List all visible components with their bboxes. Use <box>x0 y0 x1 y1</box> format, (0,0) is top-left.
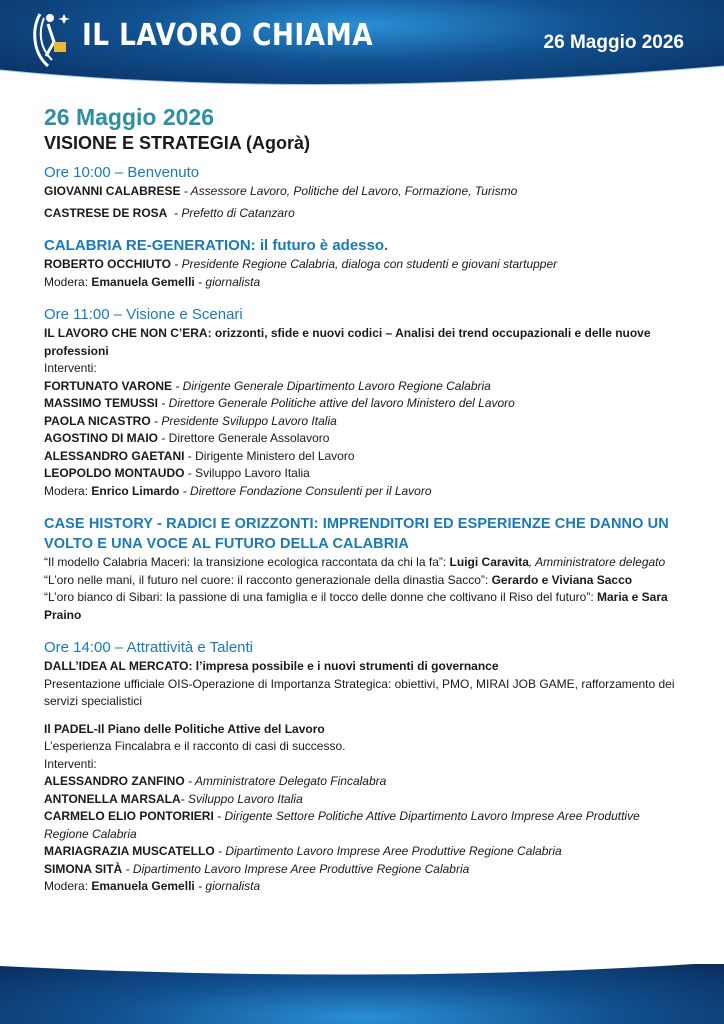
speaker-line <box>44 205 684 223</box>
padel-description: L’esperienza Fincalabra e il racconto di casi di successo. <box>44 739 346 753</box>
speaker-name: MARIAGRAZIA MUSCATELLO <box>44 844 215 858</box>
case-line <box>44 589 684 624</box>
speaker-name: AGOSTINO DI MAIO <box>44 431 158 445</box>
speaker-name: CASTRESE DE ROSA <box>44 205 168 220</box>
program-content <box>44 104 684 896</box>
moderator-name: Enrico Limardo <box>91 483 180 498</box>
topic-title: DALL’IDEA AL MERCATO: l’impresa possibile e i nuovi strumenti di governance <box>44 659 499 673</box>
section-attrattivita <box>44 638 684 896</box>
speaker-name: LEOPOLDO MONTAUDO <box>44 466 185 480</box>
interventi-label: Interventi: <box>44 361 97 375</box>
section-heading: Ore 11:00 – Visione e Scenari <box>44 306 243 323</box>
speaker-line <box>44 430 684 448</box>
moderator-label: Modera: <box>44 483 92 498</box>
speaker-line <box>44 465 684 483</box>
speaker-name: ALESSANDRO ZANFINO <box>44 774 185 788</box>
speaker-line <box>44 448 684 466</box>
speaker-line <box>44 808 684 843</box>
speaker-name: ROBERTO OCCHIUTO <box>44 257 171 271</box>
speaker-name: ALESSANDRO GAETANI <box>44 448 185 463</box>
case-quote: “L’oro nelle mani, il futuro nel cuore: il racconto generazionale della dinastia Sacco”: <box>44 572 492 587</box>
speaker-role: - Dirigente Generale Dipartimento Lavoro Regione Calabria <box>172 378 491 393</box>
speaker-name: SIMONA SITÀ <box>44 861 123 876</box>
speaker-role: - Amministratore Delegato Fincalabra <box>184 774 387 788</box>
case-line <box>44 572 684 590</box>
moderator-line <box>44 878 684 896</box>
speaker-line <box>44 256 684 274</box>
header-date: 26 Maggio 2026 <box>543 32 684 53</box>
speaker-role: - Prefetto di Catanzaro <box>167 205 295 220</box>
speaker-role: - Sviluppo Lavoro Italia <box>180 791 303 806</box>
speaker-role: - Direttore Generale Assolavoro <box>158 431 330 445</box>
header-wave <box>0 62 724 92</box>
speaker-name: PAOLA NICASTRO <box>44 413 151 428</box>
speaker-name: MASSIMO TEMUSSI <box>44 396 159 410</box>
brand-title: IL LAVORO CHIAMA <box>82 18 374 53</box>
page-date: 26 Maggio 2026 <box>44 104 215 130</box>
footer-wave <box>0 948 724 978</box>
case-role: , Amministratore delegato <box>528 555 666 569</box>
speaker-role: - Assessore Lavoro, Politiche del Lavoro, Formazione, Turismo <box>180 184 518 198</box>
speaker-name: ANTONELLA MARSALA <box>44 791 181 806</box>
moderator-label: Modera: <box>44 879 92 893</box>
moderator-line <box>44 483 684 501</box>
moderator-label: Modera: <box>44 274 92 289</box>
speaker-line <box>44 773 684 791</box>
speaker-line <box>44 378 684 396</box>
speaker-role: - Dipartimento Lavoro Imprese Aree Produttive Regione Calabria <box>214 844 562 858</box>
speaker-role: - Dirigente Settore Politiche Attive Dipartimento Lavoro Imprese Aree Produttive Regione Calabria <box>44 809 640 841</box>
section-heading: CASE HISTORY - RADICI E ORIZZONTI: IMPRENDITORI ED ESPERIENZE CHE DANNO UN VOLTO E UNA VOCE AL FUTURO DELLA CALABRIA <box>44 516 669 552</box>
speaker-line <box>44 861 684 879</box>
case-name: Luigi Caravita <box>449 555 529 569</box>
speaker-role: - Presidente Regione Calabria, dialoga con studenti e giovani startupper <box>170 257 558 271</box>
speaker-line <box>44 843 684 861</box>
section-heading: Ore 14:00 – Attrattività e Talenti <box>44 639 254 656</box>
speaker-role: - Presidente Sviluppo Lavoro Italia <box>150 413 337 428</box>
case-quote: “Il modello Calabria Maceri: la transizione ecologica raccontata da chi la fa”: <box>44 555 450 569</box>
moderator-name: Emanuela Gemelli <box>91 879 195 893</box>
speaker-role: - Dipartimento Lavoro Imprese Aree Produttive Regione Calabria <box>122 861 470 876</box>
case-line <box>44 554 684 572</box>
case-name: Gerardo e Viviana Sacco <box>491 572 633 587</box>
moderator-role: - Direttore Fondazione Consulenti per il Lavoro <box>179 483 432 498</box>
section-benvenuto <box>44 163 684 222</box>
section-heading: Ore 10:00 – Benvenuto <box>44 164 200 181</box>
moderator-role: - giornalista <box>194 274 261 289</box>
speaker-name: CARMELO ELIO PONTORIERI <box>44 809 214 823</box>
moderator-line <box>44 274 684 292</box>
speaker-line <box>44 395 684 413</box>
topic-description: Presentazione ufficiale OIS-Operazione di Importanza Strategica: obiettivi, PMO, MIRAI JOB GAME, rafforzamento dei servizi specialistici <box>44 676 675 708</box>
moderator-role: - giornalista <box>194 879 261 893</box>
speaker-role: - Direttore Generale Politiche attive del lavoro Ministero del Lavoro <box>158 396 515 410</box>
speaker-line <box>44 791 684 809</box>
interventi-label: Interventi: <box>44 756 97 771</box>
section-heading: CALABRIA RE-GENERATION: il futuro è adesso. <box>44 237 389 254</box>
speaker-name: FORTUNATO VARONE <box>44 378 172 393</box>
section-visione <box>44 305 684 500</box>
speaker-role: - Dirigente Ministero del Lavoro <box>184 448 355 463</box>
speaker-line <box>44 413 684 431</box>
case-name: Maria e Sara Praino <box>44 590 668 622</box>
case-quote: “L’oro bianco di Sibari: la passione di una famiglia e il tocco delle donne che coltivano il Riso del futuro”: <box>44 590 597 604</box>
logo-icon <box>26 8 74 72</box>
topic-title: IL LAVORO CHE NON C’ERA: orizzonti, sfide e nuovi codici – Analisi dei trend occupazionali e delle nuove professioni <box>44 326 651 358</box>
section-case-history <box>44 514 684 624</box>
speaker-name: GIOVANNI CALABRESE <box>44 184 181 198</box>
page-title: VISIONE E STRATEGIA (Agorà) <box>44 133 311 153</box>
speaker-line <box>44 183 684 201</box>
section-regeneration <box>44 236 684 291</box>
moderator-name: Emanuela Gemelli <box>91 274 195 289</box>
padel-title: Il PADEL-Il Piano delle Politiche Attive del Lavoro <box>44 721 325 736</box>
speaker-role: - Sviluppo Lavoro Italia <box>184 466 310 480</box>
